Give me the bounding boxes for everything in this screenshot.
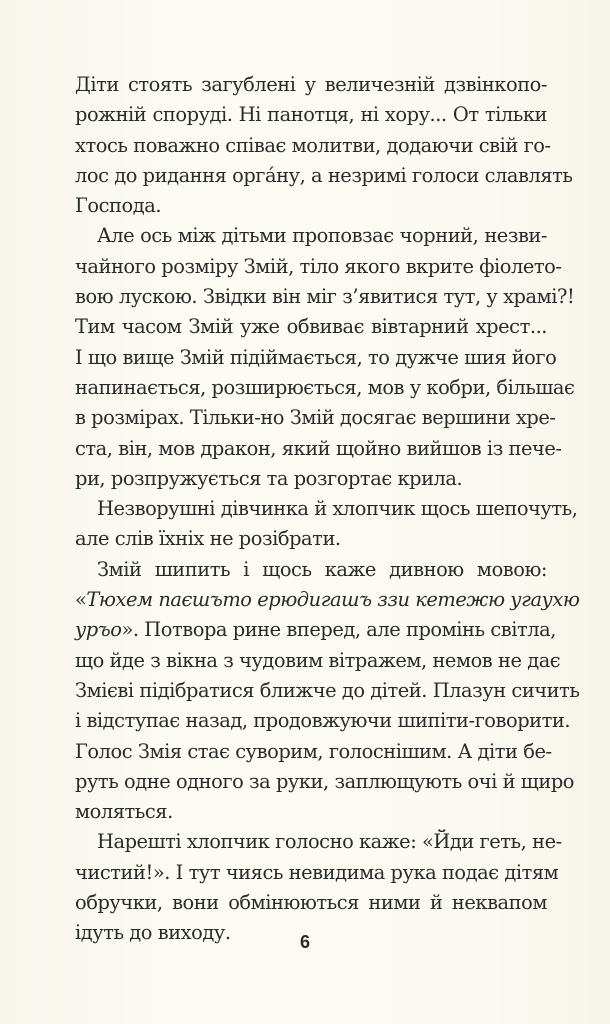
page-number: 6 xyxy=(299,932,310,952)
text-line: вою лускою. Звідки він міг з’явитися тут, у храмі?! xyxy=(75,285,575,309)
text-line: Змієві підібратися ближче до дітей. Плазун сичить xyxy=(75,678,580,702)
text-fragment: ». Потвора рине вперед, але промінь світла, xyxy=(121,618,556,642)
text-line: Нарешті хлопчик голосно каже: «Йди геть, не- xyxy=(97,830,562,854)
italic-quote: Тюхем паєшъто ерюдигашъ ззи кетежю угаухю xyxy=(86,588,580,612)
text-line: Господа. xyxy=(75,194,162,218)
text-line: але слів їхніх не розібрати. xyxy=(75,527,341,551)
text-line: руть одне одного за руки, заплющують очі й щиро xyxy=(75,769,575,793)
text-line: чайного розміру Змій, тіло якого вкрите фіолето- xyxy=(75,254,562,278)
text-line: Незворушні дівчинка й хлопчик щось шепочуть, xyxy=(97,497,578,521)
text-line: чистий!». І тут чиясь невидима рука подає дітям xyxy=(75,860,559,884)
text-line: лос до ридання орга́ну, а незримі голоси славлять xyxy=(75,163,573,187)
text-line: Діти стоять загублені у величезній дзвінкопо- xyxy=(75,73,547,96)
text-line: моляться. xyxy=(75,800,173,824)
body-text xyxy=(75,70,580,949)
italic-quote: уръо xyxy=(75,618,122,642)
text-line: хтось поважно співає молитви, додаючи свій го- xyxy=(75,133,551,157)
text-line-with-quote xyxy=(75,585,580,615)
text-line: обручки, вони обмінюються ними й неквапом xyxy=(75,891,547,915)
text-line: ри, розпружується та розгортає крила. xyxy=(75,466,463,490)
text-line-with-quote xyxy=(75,615,556,645)
text-line: напинається, розширюється, мов у кобри, більшає xyxy=(75,375,575,399)
text-line: що йде з вікна з чудовим вітражем, немов не дає xyxy=(75,648,561,672)
text-line: Тим часом Змій уже обвиває вівтарний хрест... xyxy=(75,315,547,339)
text-line: і відступає назад, продовжуючи шипіти-говорити. xyxy=(75,709,571,733)
text-line: ста, він, мов дракон, який щойно вийшов із пече- xyxy=(75,436,562,460)
text-line: Змій шипить і щось каже дивною мовою: xyxy=(97,557,547,581)
quote-open: « xyxy=(75,588,87,612)
text-line: І що вище Змій підіймається, то дужче шия його xyxy=(75,345,557,369)
text-line: ідуть до виходу. xyxy=(75,921,231,945)
text-line: Але ось між дітьми проповзає чорний, незви- xyxy=(97,224,547,248)
text-line: в розмірах. Тільки-но Змій досягає вершини хре- xyxy=(75,406,556,430)
text-line: Голос Змія стає суворим, голоснішим. А діти бе- xyxy=(75,739,552,763)
text-line: рожній споруді. Ні панотця, ні хору... От тільки xyxy=(75,103,547,127)
